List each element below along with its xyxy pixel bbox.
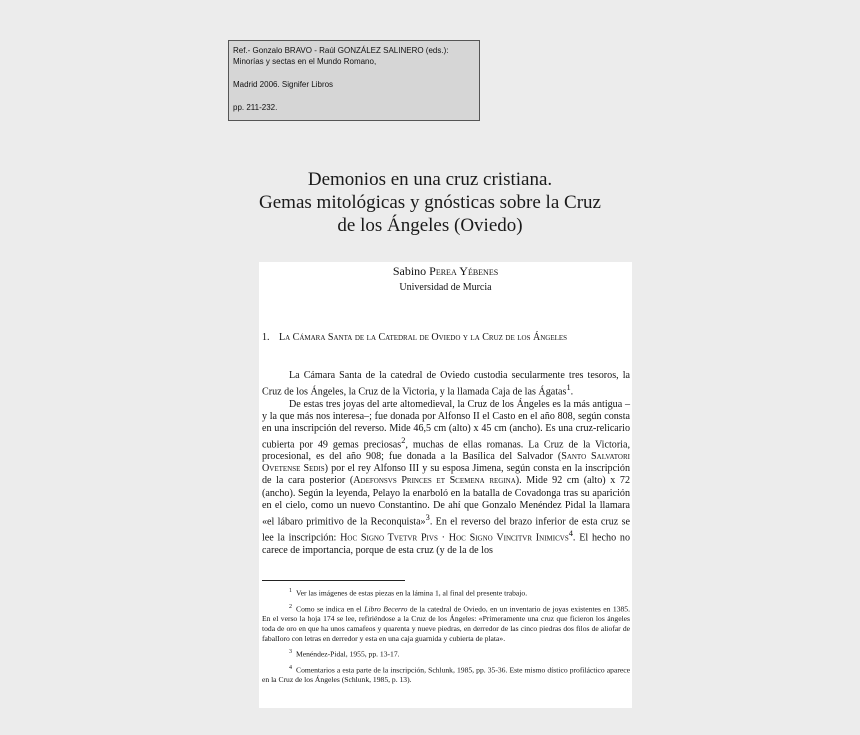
paragraph-1: La Cámara Santa de la catedral de Oviedo custodia secularmente tres tesoros, la Cruz de los Ángeles, la Cruz de la Victoria, y la llamada Caja de las Ágatas$^1$. [262,370,630,398]
title-line-3: de los Ángeles (Oviedo) [337,215,523,236]
footnotes [262,586,630,688]
section-number: 1. [262,332,270,343]
footnote-ref-1[interactable]: 1 [566,383,571,393]
section-title: La Cámara Santa de la Catedral de Oviedo y la Cruz de los Ángeles [279,332,568,343]
footnote-1: $^1$ Ver las imágenes de estas piezas en la lámina 1, al final del presente trabajo. [289,588,528,598]
paper-title [238,168,622,237]
reference-book-title: Minorías y sectas en el Mundo Romano, [233,57,377,66]
reference-box [228,40,480,121]
paragraph-2: De estas tres joyas del arte altomedieval, la Cruz de los Ángeles es la más antigua –y la que más nos interesa–; fue donada por Alfonso II el Casto en el año 808, según consta en una inscripción del reverso. Mide 46,5 cm (alto) x 45 cm (ancho). Es una cruz-relicario cubierta por 49 gemas preciosas$^2$, muchas de ellas romanas. La Cruz de la Victoria, procesional, es del año 908; fue donada a la Basílica del Salvador (Santo Salvatori Ovetense Sedis) por el rey Alfonso III y su esposa Jimena, según consta en la inscripción de la cara posterior (Adefonsvs Princes et Scemena regina). Mide 92 cm (alto) x 72 (ancho). Según la leyenda, Pelayo la enarboló en la batalla de Covadonga tras su aparición en el cielo, como un nuevo Constantino. De ahí que Gonzalo Menéndez Pidal la llamara «el lábaro primitivo de la Reconquista»$^3$. En el reverso del brazo inferior de esta cruz se lee la inscripción: Hoc Signo Tvetvr Pivs · Hoc Signo Vincitvr Inimicvs$^4$. El hecho no carece de importancia, porque de esta cruz (y de la de los [262,398,631,556]
reference-pages: pp. 211-232. [233,103,278,112]
reference-publisher: Madrid 2006. Signifer Libros [233,80,334,89]
footnote-2: $^2$ Como se indica en el Libro Becerro de la catedral de Oviedo, en un inventario de joyas existentes en 1385. En el verso la hoja 174 se lee, refiriéndose a la Cruz de los Ángeles: «Primeramente una cruz que ficieron los ángeles toda de oro en que ha unos camafeos y quarenta y nueve piedras, en derredor de las cinco piedras dos filos de aliofar de fabalIoro con letras en derredor y esta en una caja guarnida y cubierta de plata». [262,603,630,644]
footnote-ref-2[interactable]: 2 [401,435,406,445]
footnote-divider [262,580,405,581]
footnote-3: $^3$ Menéndez-Pidal, 1955, pp. 13-17. [289,649,400,659]
page-sheet [259,262,632,708]
author-name: Sabino Perea Yébenes [392,264,499,278]
section-heading [262,332,630,344]
author-affiliation: Universidad de Murcia [399,282,492,293]
footnote-4: $^4$ Comentarios a esta parte de la inscripción, Schlunk, 1985, pp. 35-36. Este mismo dístico profiláctico aparece en la Cruz de los Ángeles (Schlunk, 1985, p. 13). [262,664,630,685]
reference-editors: Ref.- Gonzalo BRAVO - Raúl GONZÁLEZ SALINERO (eds.): [233,46,449,55]
body-text [262,370,630,557]
title-line-1: Demonios en una cruz cristiana. [307,169,553,190]
footnote-ref-3[interactable]: 3 [425,512,430,522]
title-line-2: Gemas mitológicas y gnósticas sobre la Cruz [259,192,601,213]
footnote-ref-4[interactable]: 4 [568,529,573,539]
